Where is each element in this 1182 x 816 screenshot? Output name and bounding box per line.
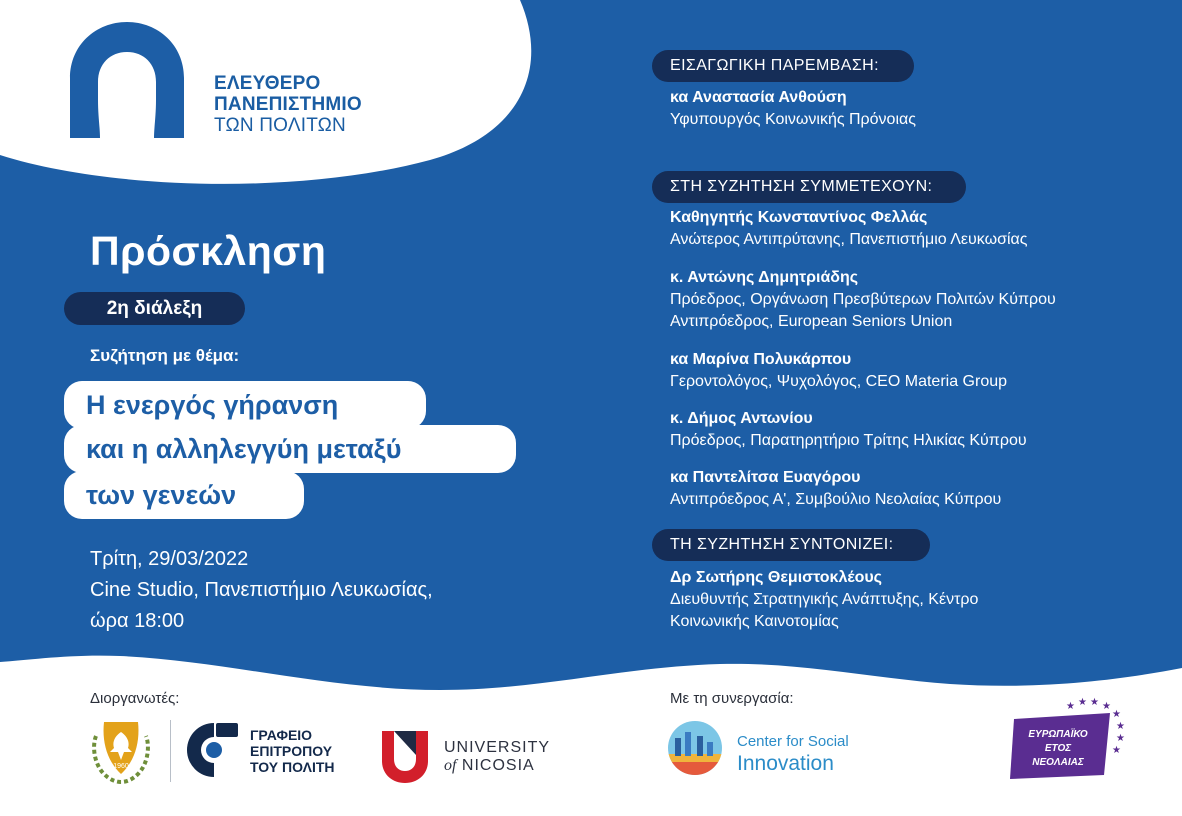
lecture-badge: 2η διάλεξη [64, 292, 245, 325]
topic-line-2: και η αλληλεγγύη μεταξύ [64, 425, 516, 473]
cyprus-coat-of-arms-icon [88, 716, 154, 786]
seal-year: 1960 [113, 763, 129, 770]
csi-logo-icon [667, 720, 723, 776]
svg-text:★: ★ [1102, 701, 1111, 712]
eyy-line-3: ΝΕΟΛΑΙΑΣ [1032, 757, 1084, 768]
participant [670, 349, 1007, 393]
logo-line-2: ΠΑΝΕΠΙΣΤΗΜΙΟ [214, 94, 362, 115]
moderator-role: Διευθυντής Στρατηγικής Ανάπτυξης, Κέντρο [670, 591, 979, 608]
svg-text:★: ★ [1078, 697, 1087, 708]
gep-line-2: ΕΠΙΤΡΟΠΟΥ [250, 743, 333, 759]
participant [670, 408, 1027, 452]
logo-line-3: ΤΩΝ ΠΟΛΙΤΩΝ [214, 115, 346, 136]
intro-speaker [670, 87, 916, 131]
participant-role: Ανώτερος Αντιπρύτανης, Πανεπιστήμιο Λευκωσίας [670, 231, 1028, 248]
moderator-name: Δρ Σωτήρης Θεμιστοκλέους [670, 569, 882, 586]
svg-text:★: ★ [1112, 709, 1121, 720]
csi-logo-text [737, 731, 849, 775]
svg-text:★: ★ [1090, 697, 1099, 708]
participant-role: Γεροντολόγος, Ψυχολόγος, CEO Materia Group [670, 373, 1008, 390]
unic-of: of [444, 757, 457, 774]
participant [670, 267, 1056, 333]
cooperation-label: Με τη συνεργασία: [670, 690, 794, 707]
svg-text:★: ★ [1066, 701, 1075, 712]
moderator-heading: ΤΗ ΣΥΖΗΤΗΣΗ ΣΥΝΤΟΝΙΖΕΙ: [652, 529, 930, 561]
moderator [670, 567, 978, 633]
organizers-label: Διοργανωτές: [90, 690, 180, 707]
commissioner-logo-text [250, 727, 335, 775]
university-logo-text [214, 73, 362, 136]
unic-line-2 [444, 757, 550, 775]
svg-text:★: ★ [1116, 721, 1125, 732]
gep-line-1: ΓΡΑΦΕΙΟ [250, 727, 313, 743]
participant-role: Πρόεδρος, Παρατηρητήριο Τρίτης Ηλικίας Κύπρου [670, 432, 1027, 449]
participant [670, 207, 1027, 251]
intro-heading: ΕΙΣΑΓΩΓΙΚΗ ΠΑΡΕΜΒΑΣΗ: [652, 50, 914, 82]
svg-text:★: ★ [1116, 733, 1125, 744]
participant-name: κ. Δήμος Αντωνίου [670, 410, 813, 427]
university-logo-icon [68, 20, 186, 140]
participant-name: κ. Αντώνης Δημητριάδης [670, 269, 859, 286]
participant-name: Καθηγητής Κωνσταντίνος Φελλάς [670, 209, 928, 226]
participant [670, 467, 1001, 511]
participant-role: Αντιπρόεδρος Α', Συμβούλιο Νεολαίας Κύπρου [670, 491, 1002, 508]
speaker-role: Υφυπουργός Κοινωνικής Πρόνοιας [670, 111, 916, 128]
participant-name: κα Μαρίνα Πολυκάρπου [670, 351, 852, 368]
eyy-line-2: ΕΤΟΣ [1044, 743, 1072, 754]
subject-label: Συζήτηση με θέμα: [90, 346, 240, 365]
organizers-divider [170, 720, 171, 782]
unic-line-1: UNIVERSITY [444, 739, 551, 756]
gep-line-3: ΤΟΥ ΠΟΛΙΤΗ [250, 759, 335, 775]
event-details [90, 544, 433, 637]
event-time: ώρα 18:00 [90, 610, 185, 632]
logo-line-1: ΕΛΕΥΘΕΡΟ [214, 73, 321, 94]
participants-heading: ΣΤΗ ΣΥΖΗΤΗΣΗ ΣΥΜΜΕΤΕΧΟΥΝ: [652, 171, 966, 203]
participant-role: Πρόεδρος, Οργάνωση Πρεσβύτερων Πολιτών Κύπρου [670, 291, 1056, 308]
participant-name: κα Παντελίτσα Ευαγόρου [670, 469, 861, 486]
moderator-role-2: Κοινωνικής Καινοτομίας [670, 613, 839, 630]
commissioner-logo-icon [186, 719, 242, 781]
event-venue: Cine Studio, Πανεπιστήμιο Λευκωσίας, [90, 579, 433, 601]
unic-nicosia: NICOSIA [461, 757, 535, 774]
topic-line-3: των γενεών [64, 471, 304, 519]
participant-role-2: Αντιπρόεδρος, European Seniors Union [670, 313, 953, 330]
topic-line-1: Η ενεργός γήρανση [64, 381, 426, 429]
event-date: Τρίτη, 29/03/2022 [90, 548, 249, 570]
csi-line-1: Center for Social [737, 733, 849, 750]
speaker-name: κα Αναστασία Ανθούση [670, 89, 847, 106]
european-year-of-youth-logo-icon [1008, 695, 1128, 781]
unic-logo-icon [380, 729, 430, 783]
invitation-title: Πρόσκληση [90, 228, 327, 274]
svg-text:★: ★ [1112, 745, 1121, 756]
unic-logo-text [444, 739, 550, 775]
eyy-line-1: ΕΥΡΩΠΑΪΚΟ [1028, 729, 1088, 740]
csi-line-2: Innovation [737, 752, 834, 775]
